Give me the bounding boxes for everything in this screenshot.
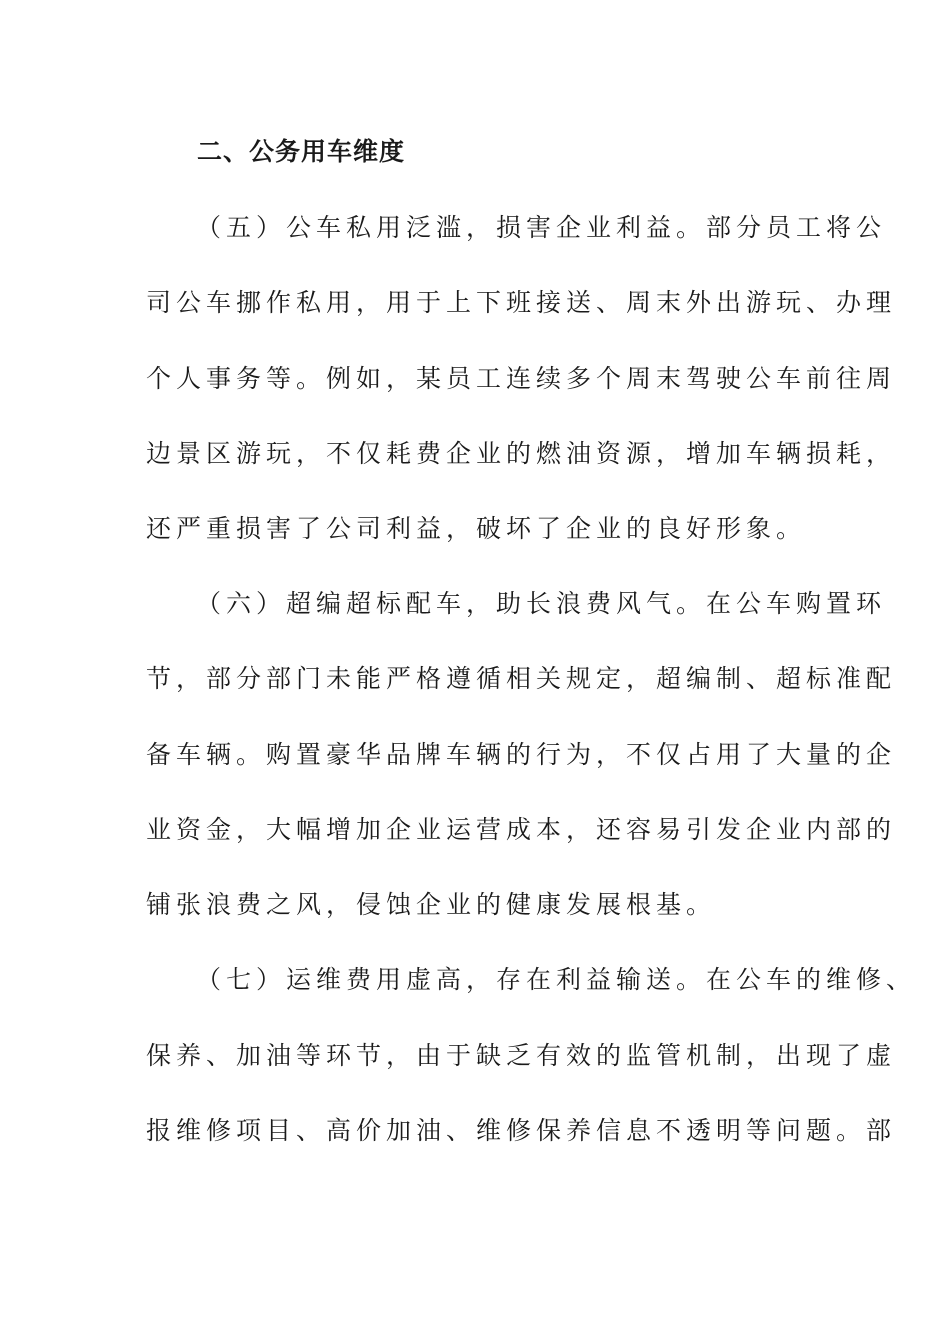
paragraph-5-line-1: （五）公车私用泛滥，损害企业利益。部分员工将公	[196, 213, 887, 242]
paragraph-6-line-3: 备车辆。购置豪华品牌车辆的行为，不仅占用了大量的企	[146, 740, 897, 769]
paragraph-7-line-2: 保养、加油等环节，由于缺乏有效的监管机制，出现了虚	[146, 1041, 897, 1070]
paragraph-7-line-3: 报维修项目、高价加油、维修保养信息不透明等问题。部	[146, 1116, 897, 1145]
paragraph-6-line-5: 铺张浪费之风，侵蚀企业的健康发展根基。	[146, 890, 717, 919]
paragraph-5-line-5: 还严重损害了公司利益，破坏了企业的良好形象。	[146, 514, 807, 543]
paragraph-5-line-3: 个人事务等。例如，某员工连续多个周末驾驶公车前往周	[146, 364, 897, 393]
paragraph-5-line-2: 司公车挪作私用，用于上下班接送、周末外出游玩、办理	[146, 288, 897, 317]
paragraph-7-line-1: （七）运维费用虚高，存在利益输送。在公车的维修、	[196, 965, 917, 994]
paragraph-5-line-4: 边景区游玩，不仅耗费企业的燃油资源，增加车辆损耗，	[146, 439, 897, 468]
paragraph-6-line-1: （六）超编超标配车，助长浪费风气。在公车购置环	[196, 589, 887, 618]
paragraph-6-line-2: 节，部分部门未能严格遵循相关规定，超编制、超标准配	[146, 664, 897, 693]
section-heading: 二、公务用车维度	[197, 137, 406, 166]
paragraph-6-line-4: 业资金，大幅增加企业运营成本，还容易引发企业内部的	[146, 815, 897, 844]
